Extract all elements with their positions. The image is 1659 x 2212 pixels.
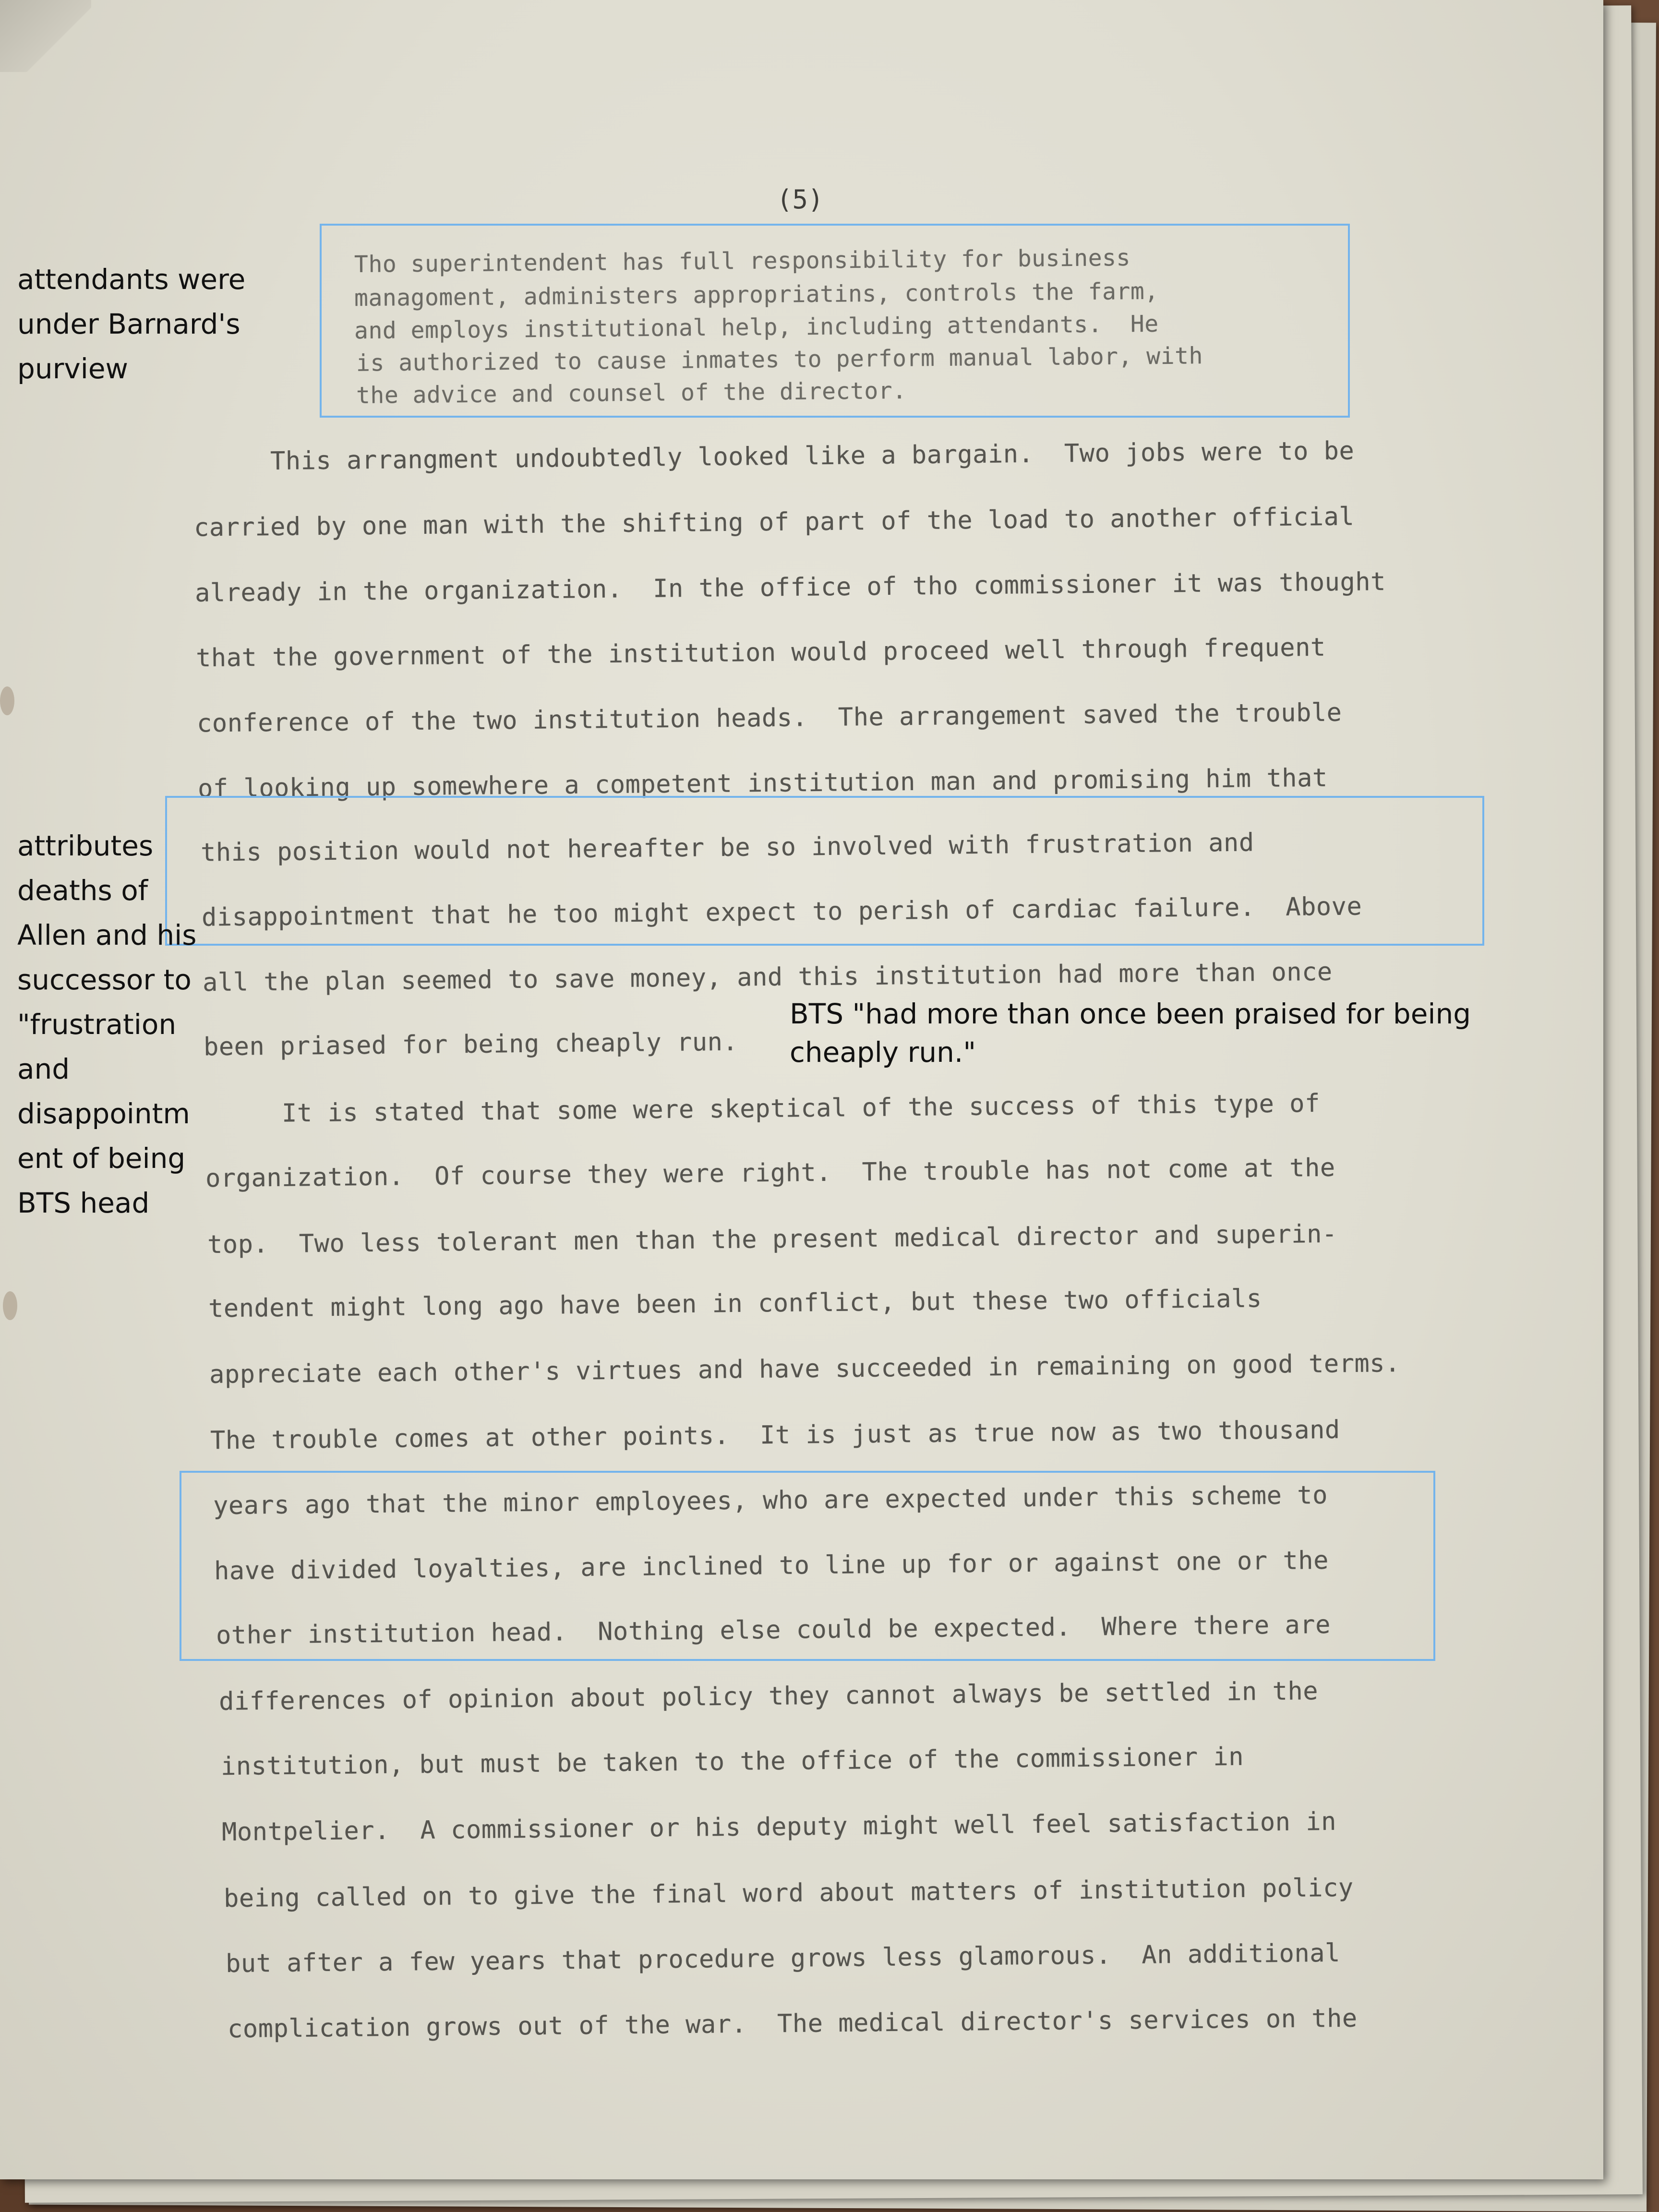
annotation-line: BTS head (17, 1187, 150, 1219)
quote-line: the advice and counsel of the director. (356, 377, 907, 409)
body-line: being called on to give the final word about matters of institution policy (223, 1873, 1354, 1913)
highlight-box-quote (320, 224, 1350, 418)
quote-line: is authorized to cause inmates to perform manual labor, with (356, 342, 1203, 377)
body-line: that the government of the institution would proceed well through frequent (195, 633, 1326, 673)
annotation-line: attendants were (17, 263, 246, 296)
annotation-line: deaths of (17, 874, 148, 907)
body-line: This arrangment undoubtedly looked like a bargain. Two jobs were to be (193, 436, 1355, 477)
annotation-line: under Barnard's (17, 308, 240, 340)
body-line: tendent might long ago have been in conflict, but these two officials (208, 1284, 1262, 1323)
annotation-deaths (17, 824, 196, 1226)
body-line: complication grows out of the war. The medical director's services on the (227, 2004, 1358, 2044)
body-line: other institution head. Nothing else could be expected. Where there are (216, 1610, 1331, 1650)
body-line: this position would not hereafter be so involved with frustration and (200, 828, 1254, 867)
annotation-line: ent of being (17, 1142, 186, 1175)
body-line: of looking up somewhere a competent institution man and promising him that (197, 763, 1328, 804)
annotation-line: and (17, 1053, 70, 1085)
body-line: have divided loyalties, are inclined to line up for or against one or the (214, 1546, 1329, 1586)
paper-edge-mark (0, 686, 14, 715)
annotation-line: successor to (17, 963, 192, 996)
quote-line: and employs institutional help, including attendants. He (354, 310, 1159, 345)
annotation-line: attributes (17, 830, 154, 862)
quote-line: managoment, administers appropriatins, controls the farm, (354, 277, 1159, 312)
highlight-box-cardiac (165, 796, 1484, 946)
paper-edge-mark (3, 1291, 17, 1320)
annotation-line: purview (17, 352, 128, 385)
body-line: It is stated that some were skeptical of the success of this type of (205, 1089, 1321, 1129)
body-line: The trouble comes at other points. It is just as true now as two thousand (210, 1415, 1340, 1455)
body-line: been priased for being cheaply run. (203, 1027, 738, 1062)
annotation-line: Allen and his (17, 919, 197, 951)
body-line: institution, but must be taken to the office of the commissioner in (220, 1742, 1244, 1781)
highlight-box-loyalties (180, 1471, 1435, 1661)
page-number: (5) (777, 184, 824, 215)
body-line: conference of the two institution heads. The arrangement saved the trouble (196, 698, 1342, 738)
annotation-attendants (17, 257, 245, 391)
body-line: all the plan seemed to save money, and this institution had more than once (202, 957, 1333, 998)
body-line: organization. Of course they were right. The trouble has not come at the (205, 1153, 1335, 1193)
body-line: appreciate each other's virtues and have succeeded in remaining on good terms. (209, 1349, 1401, 1389)
body-line: years ago that the minor employees, who are expected under this scheme to (213, 1480, 1328, 1521)
body-line: disappointment that he too might expect to perish of cardiac failure. Above (201, 892, 1362, 932)
body-line: but after a few years that procedure grows less glamorous. An additional (225, 1938, 1341, 1979)
quote-line: Tho superintendent has full responsibility for business (354, 244, 1131, 278)
body-line: top. Two less tolerant men than the present medical director and superin- (207, 1219, 1337, 1260)
body-line: already in the organization. In the office of tho commissioner it was thought (194, 567, 1386, 608)
body-line: carried by one man with the shifting of part of the load to another official (193, 502, 1355, 542)
body-line: Montpelier. A commissioner or his deputy might well feel satisfaction in (221, 1807, 1337, 1847)
body-line: differences of opinion about policy they cannot always be settled in the (218, 1677, 1319, 1716)
annotation-line: disappointm (17, 1097, 190, 1130)
annotation-line: "frustration (17, 1008, 177, 1041)
annotation-cheaply-run: BTS "had more than once been praised for being cheaply run." (790, 998, 1471, 1069)
